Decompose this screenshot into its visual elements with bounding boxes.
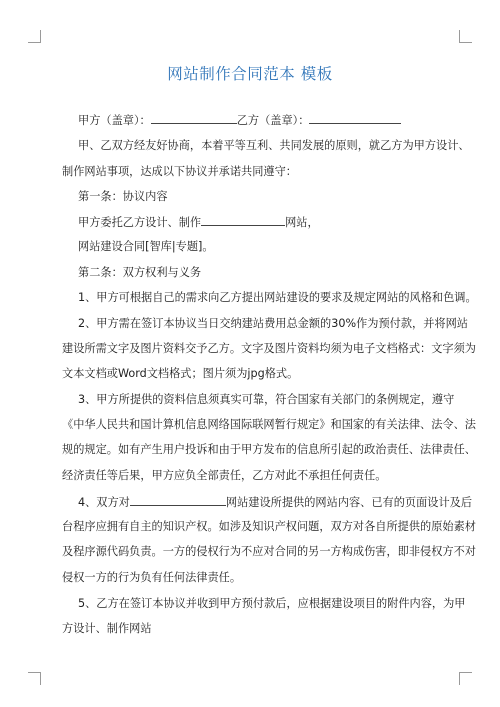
article1-line-1-post: 网站， — [285, 216, 319, 229]
intro-line-2: 制作网站事项，达成以下协议并承诺共同遵守： — [62, 165, 297, 178]
crop-mark-bottom-left — [28, 672, 41, 685]
website-name-blank — [201, 214, 285, 226]
article2-item4-line-2: 台程序应拥有自主的知识产权。如涉及知识产权问题，双方对各自所提供的原始素材 — [62, 520, 476, 533]
article2-item3-line-2: 《中华人民共和国计算机信息网络国际联网暂行规定》和国家的有关法律、法令、法 — [62, 418, 476, 431]
article2-heading: 第二条：双方权利与义务 — [78, 266, 202, 279]
article2-item4-post: 网站建设所提供的网站内容、已有的页面设计及后 — [225, 496, 473, 509]
article2-item4-line-3: 及程序源代码负责。一方的侵权行为不应对合同的另一方构成伤害，即非侵权方不对 — [62, 545, 476, 558]
intro-line-1: 甲、乙双方经友好协商，本着平等互利、共同发展的原则，就乙方为甲方设计、 — [78, 139, 470, 152]
crop-mark-top-right — [459, 30, 472, 43]
party-b-label: 乙方（盖章）： — [236, 114, 310, 127]
article2-item2-line-3: 文本文档或Word文档格式；图片须为jpg格式。 — [62, 367, 299, 380]
article2-item4-line-1 — [0, 494, 500, 511]
article1-line-2: 网站建设合同[智库|专题]。 — [78, 240, 214, 253]
article2-item5-line-2: 方设计、制作网站 — [62, 622, 152, 635]
article2-item2-line-2: 建设所需文字及图片资料交予乙方。文字及图片资料均须为电子文档格式：文字须为 — [62, 342, 476, 355]
party-signature-line — [0, 112, 500, 129]
document-title: 网站制作合同范本 模板 — [167, 65, 333, 83]
item4-website-blank — [130, 494, 226, 506]
party-b-blank — [309, 112, 401, 124]
article2-item2-line-1: 2、甲方需在签订本协议当日交纳建站费用总金额的30%作为预付款，并将网站 — [78, 317, 468, 330]
crop-mark-top-left — [28, 30, 41, 43]
article2-item3-line-1: 3、甲方所提供的资料信息须真实可靠，符合国家有关部门的条例规定，遵守 — [78, 393, 455, 406]
article2-item1: 1、甲方可根据自己的需求向乙方提出网站建设的要求及规定网站的风格和色调。 — [78, 291, 477, 304]
article2-item3-line-4: 经济责任等后果，甲方应负全部责任，乙方对此不承担任何责任。 — [62, 469, 387, 482]
article2-item3-line-3: 规的规定。如有产生用户投诉和由于甲方发布的信息所引起的政治责任、法律责任、 — [62, 443, 476, 456]
article2-item4-pre: 4、双方对 — [78, 496, 130, 509]
party-a-label: 甲方（盖章）： — [78, 114, 151, 127]
article2-item5-line-1: 5、乙方在签订本协议并收到甲方预付款后，应根据建设项目的附件内容，为甲 — [78, 597, 466, 610]
article1-heading: 第一条：协议内容 — [78, 190, 168, 203]
crop-mark-bottom-right — [459, 672, 472, 685]
article1-line-1-pre: 甲方委托乙方设计、制作 — [78, 216, 202, 229]
article1-line-1 — [0, 214, 500, 231]
article2-item4-line-4: 侵权一方的行为负有任何法律责任。 — [62, 571, 242, 584]
party-a-blank — [151, 112, 237, 124]
